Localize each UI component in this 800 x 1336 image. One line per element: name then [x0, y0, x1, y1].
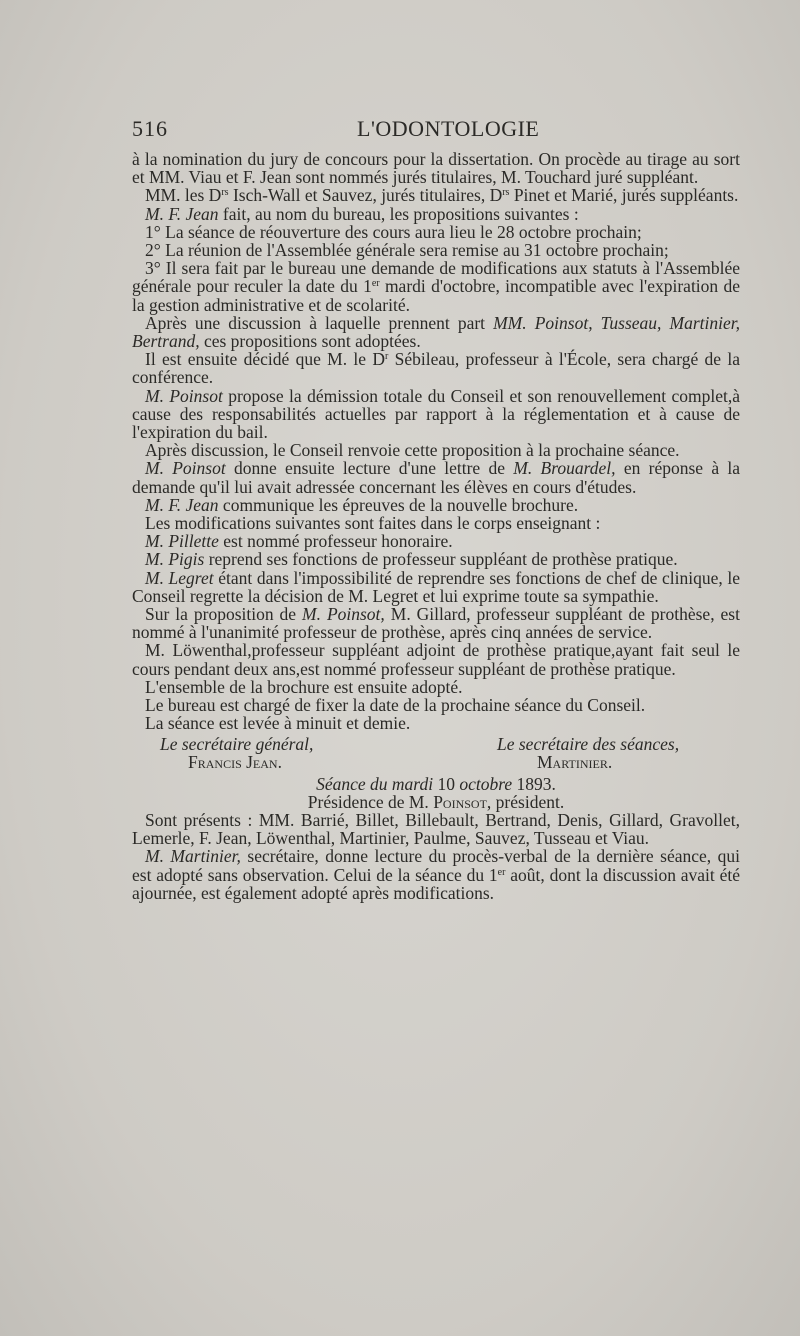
running-head: L'ODONTOLOGIE [357, 116, 540, 141]
signature-block [132, 735, 740, 775]
paragraph: M. Martinier, secrétaire, donne lecture du procès-verbal de la dernière séance, qui est adopté sans observation. Celui de la séance du 1er août, dont la discussion avait été ajournée, est également adopté après modifications. [132, 846, 741, 903]
paragraph: M. F. Jean communique les épreuves de la nouvelle brochure. [145, 494, 579, 515]
paragraph: M. Poinsot donne ensuite lecture d'une lettre de M. Brouardel, en réponse à la demande qu'il lui avait adressée concernant les élèves en cours d'études. [132, 458, 741, 497]
paragraph: Les modifications suivantes sont faites dans le corps enseignant : [145, 513, 601, 534]
paragraph: Sur la proposition de M. Poinsot, M. Gillard, professeur suppléant de prothèse, est nommé à l'unanimité professeur de prothèse, après cinq années de service. [132, 604, 740, 643]
paragraph: Après une discussion à laquelle prennent part MM. Poinsot, Tusseau, Martinier, Bertrand, ces propositions sont adoptées. [132, 312, 740, 352]
paragraph: M. Löwenthal,professeur suppléant adjoint de prothèse pratique,ayant fait seul le cours pendant deux ans,est nommé professeur suppléant de prothèse pratique. [132, 640, 740, 679]
signature-role: Le secrétaire des séances, [497, 733, 680, 754]
paragraph: L'ensemble de la brochure est ensuite adopté. [145, 676, 463, 697]
paragraph: 2° La réunion de l'Assemblée générale sera remise au 31 octobre prochain; [145, 240, 669, 261]
paragraph: à la nomination du jury de concours pour la dissertation. On procède au tirage au sort et MM. Viau et F. Jean sont nommés jurés titulaires, M. Touchard juré suppléant. [132, 149, 740, 188]
presidence-line: Présidence de M. Poinsot, président. [307, 791, 565, 812]
page-body [132, 150, 740, 902]
paragraph: M. Pillette est nommé professeur honoraire. [145, 531, 453, 552]
paragraph: La séance est levée à minuit et demie. [145, 713, 411, 734]
paragraph: M. Legret étant dans l'impossibilité de reprendre ses fonctions de chef de clinique, le Conseil regrette la décision de M. Legret et lui exprime toute sa sympathie. [132, 567, 740, 606]
signature-role: Le secrétaire général, [160, 733, 314, 754]
paragraph: M. Poinsot propose la démission totale du Conseil et son renouvellement complet,à cause des responsabilités actuelles par rapport à la réglementation et à cause de l'expiration du bail. [132, 385, 740, 443]
paragraph: 1° La séance de réouverture des cours aura lieu le 28 octobre prochain; [145, 221, 642, 242]
signature-left [160, 735, 313, 771]
page-header [132, 116, 742, 144]
paragraph: Le bureau est chargé de fixer la date de la prochaine séance du Conseil. [145, 695, 646, 716]
paragraph: Après discussion, le Conseil renvoie cette proposition à la prochaine séance. [145, 440, 680, 461]
paragraph: M. Pigis reprend ses fonctions de professeur suppléant de prothèse pratique. [145, 549, 678, 570]
page-number: 516 [132, 116, 168, 141]
paragraph: M. F. Jean fait, au nom du bureau, les propositions suivantes : [145, 203, 579, 224]
signature-right [497, 735, 679, 771]
signature-name: Francis Jean. [188, 751, 282, 772]
signature-name: Martinier. [537, 751, 613, 772]
paragraph: Sont présents : MM. Barrié, Billet, Billebault, Bertrand, Denis, Gillard, Gravollet, Lemerle, F. Jean, Löwenthal, Martinier, Paulme, Sauvez, Tusseau et Viau. [132, 809, 740, 849]
paragraph: MM. les $D^{rs}$ Isch-Wall et Sauvez, jurés titulaires, $D^{rs}$ Pinet et Marié, jurés suppléants. [145, 185, 739, 206]
session-title: Séance du mardi 10 octobre 1893. [316, 773, 556, 794]
paragraph: 3° Il sera fait par le bureau une demande de modifications aux statuts à l'Assemblée générale pour reculer la date du 1er mardi d'octobre, incompatible avec l'expiration de la gestion administrative et de scolarité. [132, 258, 740, 315]
paragraph: Il est ensuite décidé que M. le $D^r$ Sébileau, professeur à l'École, sera chargé de la conférence. [132, 349, 740, 388]
